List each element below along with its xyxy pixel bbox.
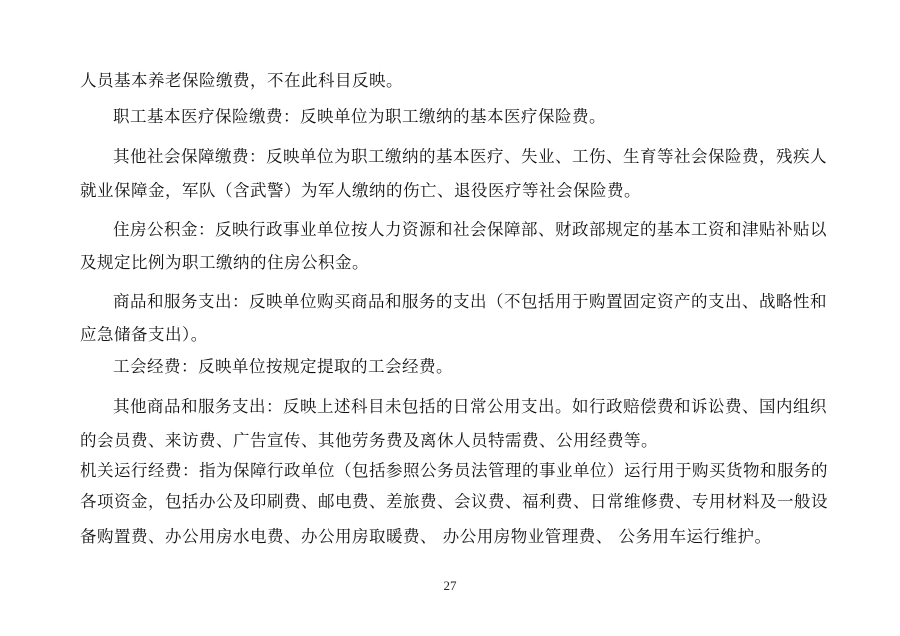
page-number: 27 xyxy=(443,578,457,593)
text-line-14: 备购置费、办公用房水电费、办公用房取暖费、 办公用房物业管理费、 公务用车运行维护。 xyxy=(80,527,772,546)
text-line-1: 人员基本养老保险缴费，不在此科目反映。 xyxy=(80,71,403,90)
text-line-8: 应急储备支出）。 xyxy=(80,325,208,344)
text-line-13: 各项资金，包括办公及印刷费、邮电费、差旅费、会议费、福利费、日常维修费、专用材料及一般设 xyxy=(80,492,828,511)
text-line-9: 工会经费：反映单位按规定提取的工会经费。 xyxy=(113,357,453,376)
text-line-3: 其他社会保障缴费：反映单位为职工缴纳的基本医疗、失业、工伤、生育等社会保险费，残疾人 xyxy=(113,147,827,166)
text-line-5: 住房公积金：反映行政事业单位按人力资源和社会保障部、财政部规定的基本工资和津贴补贴以 xyxy=(113,220,827,239)
text-line-12: 机关运行经费：指为保障行政单位（包括参照公务员法管理的事业单位）运行用于购买货物和服务的 xyxy=(80,461,828,480)
text-line-10: 其他商品和服务支出：反映上述科目未包括的日常公用支出。如行政赔偿费和诉讼费、国内组织 xyxy=(113,397,827,416)
text-line-4: 就业保障金，军队（含武警）为军人缴纳的伤亡、退役医疗等社会保险费。 xyxy=(80,181,641,200)
text-line-2: 职工基本医疗保险缴费：反映单位为职工缴纳的基本医疗保险费。 xyxy=(113,107,606,126)
text-line-7: 商品和服务支出：反映单位购买商品和服务的支出（不包括用于购置固定资产的支出、战略性和 xyxy=(113,292,827,311)
text-line-11: 的会员费、来访费、广告宣传、其他劳务费及离休人员特需费、公用经费等。 xyxy=(80,431,658,450)
text-line-6: 及规定比例为职工缴纳的住房公积金。 xyxy=(80,253,369,272)
